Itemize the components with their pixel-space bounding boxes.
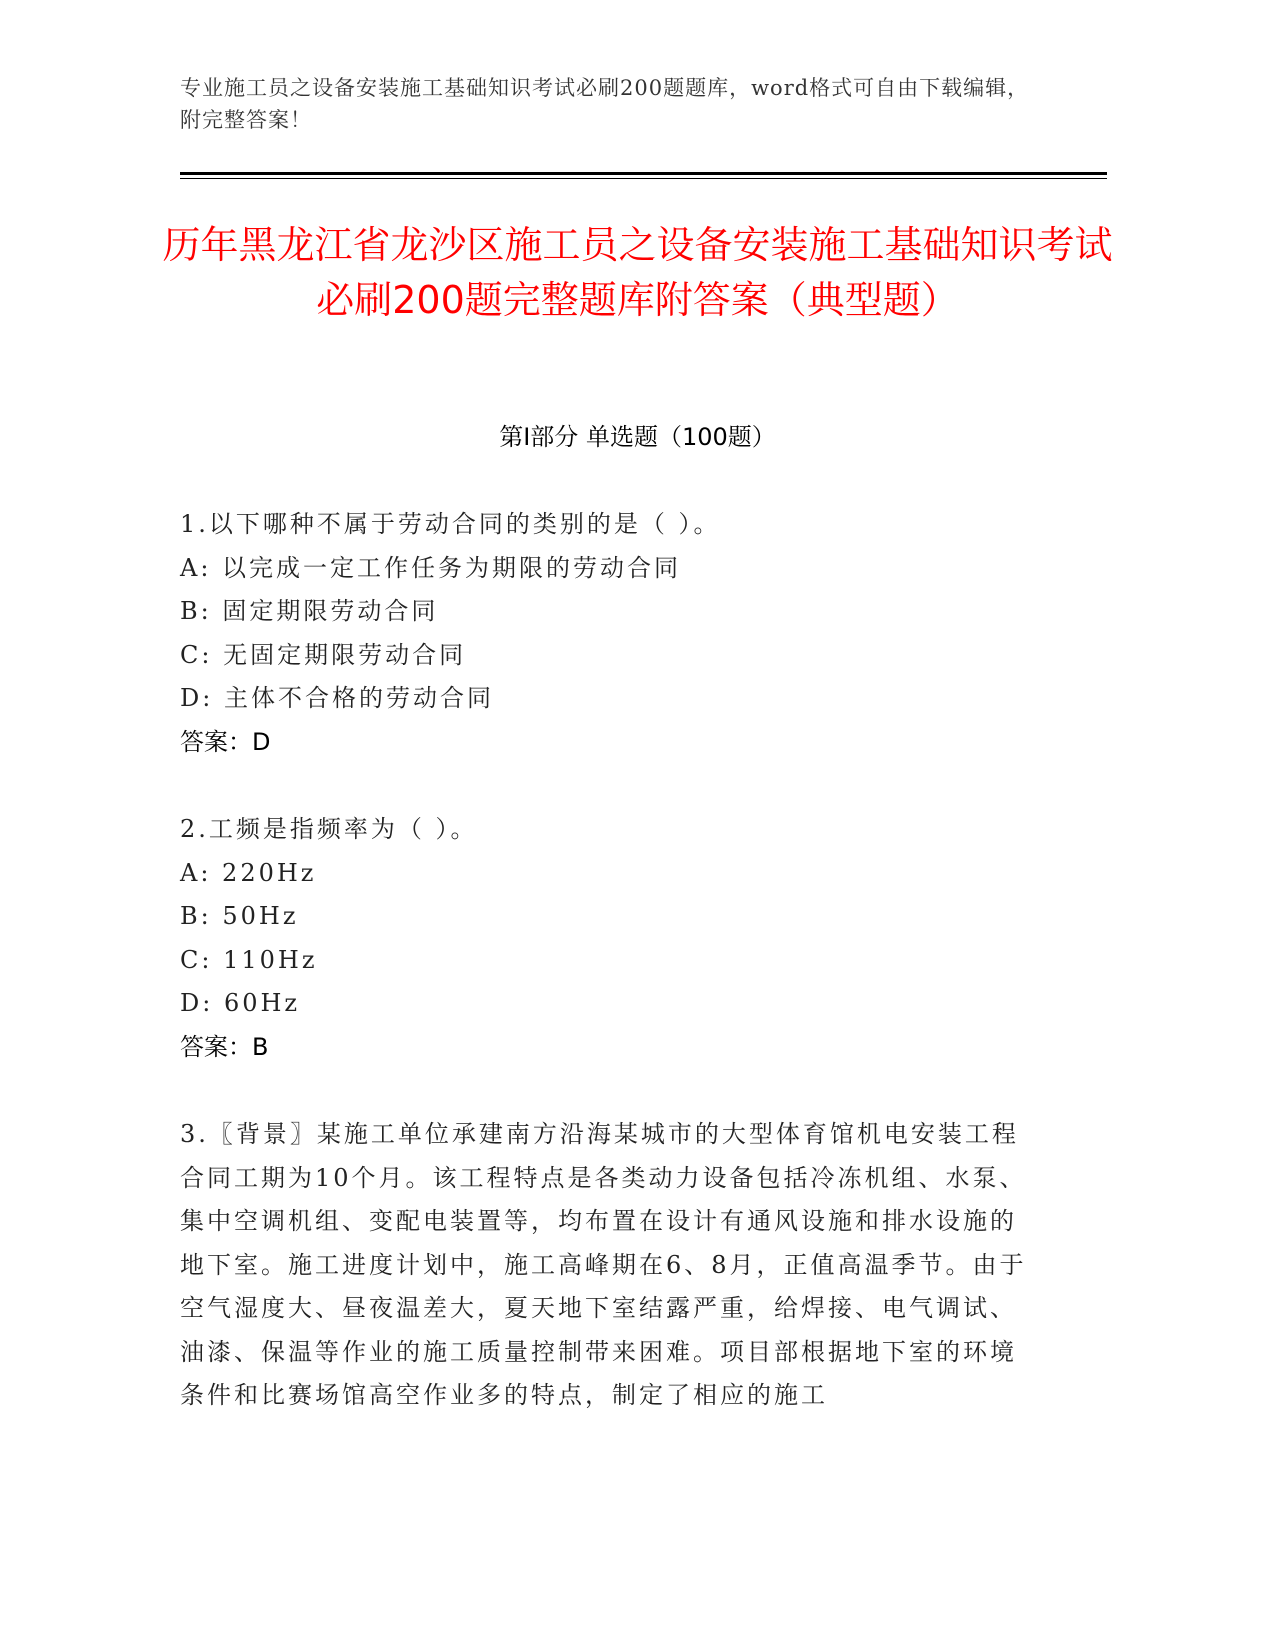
option-a: A: 220Hz [180, 858, 317, 887]
question-2 [180, 808, 1040, 1069]
document-title: 历年黑龙江省龙沙区施工员之设备安装施工基础知识考试必刷200题完整题库附答案（典型题） [162, 223, 1113, 322]
option-c: C: 无固定期限劳动合同 [180, 640, 467, 669]
answer: 答案：B [180, 1032, 269, 1061]
header-rule-thin [180, 178, 1107, 179]
answer: 答案：D [180, 727, 271, 756]
option-b: B: 固定期限劳动合同 [180, 597, 439, 625]
option-a: A: 以完成一定工作任务为期限的劳动合同 [180, 553, 682, 582]
section-heading: 第I部分 单选题（100题） [499, 423, 776, 451]
option-d: D: 60Hz [180, 989, 301, 1017]
option-b: B: 50Hz [180, 902, 299, 930]
header-rule-thick [180, 172, 1107, 175]
question-1 [180, 503, 1040, 764]
question-stem: 1.以下哪种不属于劳动合同的类别的是（ ）。 [180, 510, 721, 538]
option-d: D: 主体不合格的劳动合同 [180, 684, 494, 712]
question-stem: 2.工频是指频率为（ ）。 [180, 815, 478, 843]
question-stem: 3.〖背景〗某施工单位承建南方沿海某城市的大型体育馆机电安装工程合同工期为10个月。该工程特点是各类动力设备包括冷冻机组、水泵、集中空调机组、变配电装置等，均布置在设计有通风设施和排水设施的地下室。施工进度计划中，施工高峰期在6、8月，正值高温季节。由于空气湿度大、昼夜温差大，夏天地下室结露严重，给焊接、电气调试、油漆、保温等作业的施工质量控制带来困难。项目部根据地下室的环境条件和比赛场馆高空作业多的特点，制定了相应的施工 [180, 1120, 1027, 1409]
header-note: 专业施工员之设备安装施工基础知识考试必刷200题题库，word格式可自由下载编辑，附完整答案！ [180, 76, 1030, 132]
question-3 [180, 1113, 1040, 1418]
option-c: C: 110Hz [180, 945, 318, 974]
